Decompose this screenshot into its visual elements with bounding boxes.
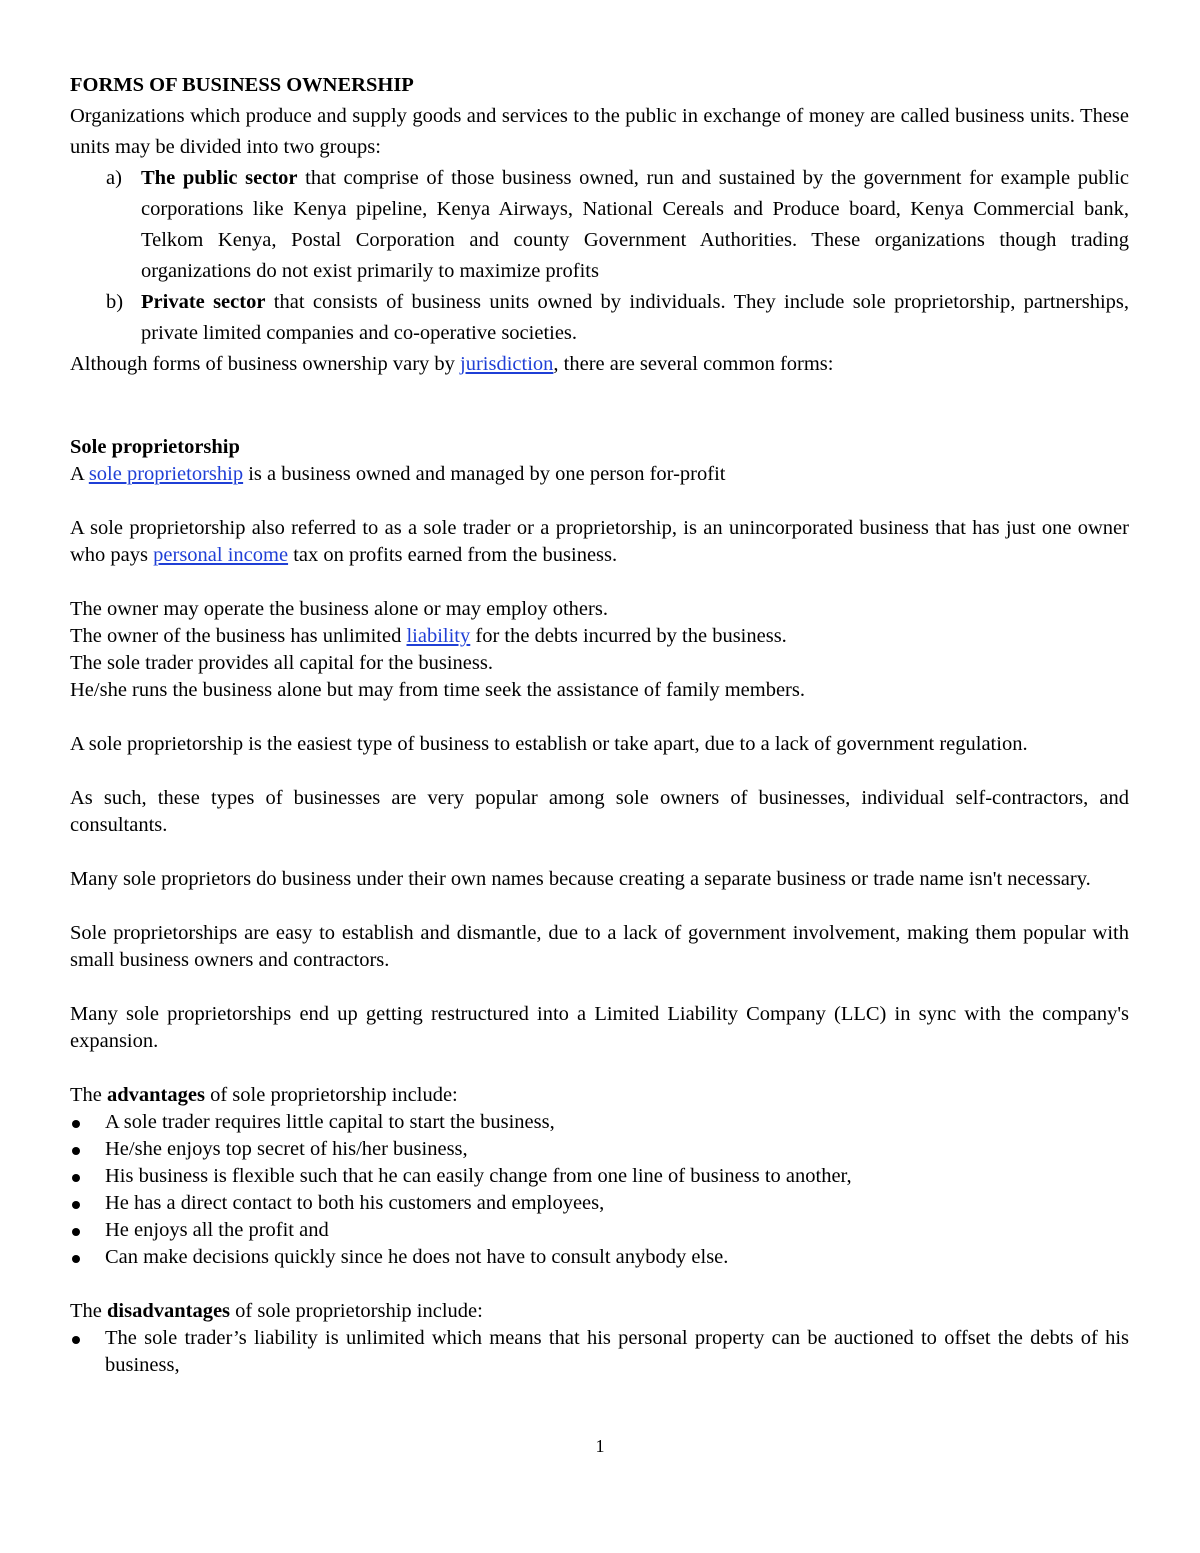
text-run: The owner of the business has unlimited — [70, 625, 407, 647]
spacer — [70, 704, 1129, 731]
bullet-icon — [72, 1336, 80, 1344]
sector-term: Private sector — [141, 291, 266, 313]
owner-line-3: The sole trader provides all capital for the business. — [70, 652, 493, 674]
spacer — [70, 569, 1129, 596]
forms-intro-line — [70, 349, 1129, 380]
owner-line-1: The owner may operate the business alone or may employ others. — [70, 598, 608, 620]
sector-list — [70, 163, 1129, 349]
llc-paragraph: Many sole proprietorships end up getting restructured into a Limited Liability Company (LLC) in sync with the company's expansion. — [70, 1003, 1129, 1052]
list-item — [70, 1136, 1129, 1163]
text-run: Although forms of business ownership vary by — [70, 353, 461, 375]
page-number: 1 — [595, 1436, 605, 1456]
spacer — [70, 488, 1129, 515]
list-item — [70, 1190, 1129, 1217]
list-item — [70, 1163, 1129, 1190]
spacer — [70, 893, 1129, 920]
spacer — [70, 380, 1129, 434]
disadvantages-term: disadvantages — [107, 1300, 231, 1322]
spacer — [70, 1055, 1129, 1082]
sector-item-private — [70, 287, 1129, 349]
sector-term: The public sector — [141, 167, 298, 189]
bullet-icon — [72, 1147, 80, 1155]
text-run: , there are several common forms: — [553, 353, 834, 375]
list-item-text: A sole trader requires little capital to start the business, — [105, 1111, 555, 1133]
list-item — [70, 1325, 1129, 1379]
spacer — [70, 974, 1129, 1001]
document-title: FORMS OF BUSINESS OWNERSHIP — [70, 74, 414, 96]
list-item — [70, 1109, 1129, 1136]
advantages-list — [70, 1109, 1129, 1271]
list-marker: a) — [106, 167, 122, 189]
list-item-text: He enjoys all the profit and — [105, 1219, 329, 1241]
advantages-heading — [70, 1082, 1129, 1109]
bullet-icon — [72, 1255, 80, 1263]
disadvantages-list — [70, 1325, 1129, 1379]
list-marker: b) — [106, 291, 124, 313]
sole-proprietorship-link[interactable]: sole proprietorship — [88, 463, 244, 485]
intro-paragraph: Organizations which produce and supply goods and services to the public in exchange of money are called business units. These units may be divided into two groups: — [70, 105, 1129, 158]
easiest-paragraph: A sole proprietorship is the easiest type of business to establish or take apart, due to a lack of government regulation. — [70, 733, 1028, 755]
spacer — [70, 1271, 1129, 1298]
list-item-text: He/she enjoys top secret of his/her business, — [105, 1138, 468, 1160]
bullet-icon — [72, 1120, 80, 1128]
sector-description: that consists of business units owned by individuals. They include sole proprietorship, partnerships, private limited companies and co-operative societies. — [141, 291, 1129, 344]
definition-paragraph — [70, 461, 1129, 488]
text-run: tax on profits earned from the business. — [288, 544, 618, 566]
text-run: of sole proprietorship include: — [230, 1300, 483, 1322]
list-item-text: He has a direct contact to both his customers and employees, — [105, 1192, 605, 1214]
popular-paragraph: As such, these types of businesses are very popular among sole owners of businesses, individual self-contractors, and consultants. — [70, 787, 1129, 836]
disadvantages-heading — [70, 1298, 1129, 1325]
liability-link[interactable]: liability — [406, 625, 471, 647]
text-run: A — [70, 463, 89, 485]
list-item — [70, 1244, 1129, 1271]
spacer — [70, 839, 1129, 866]
list-item-text: His business is flexible such that he can easily change from one line of business to another, — [105, 1165, 852, 1187]
bullet-icon — [72, 1228, 80, 1236]
personal-income-link[interactable]: personal income — [153, 544, 289, 566]
section-heading-sole-proprietorship: Sole proprietorship — [70, 436, 240, 458]
document-page — [70, 70, 1129, 1379]
own-names-paragraph: Many sole proprietors do business under their own names because creating a separate business or trade name isn't necessary. — [70, 868, 1091, 890]
list-item-text: The sole trader’s liability is unlimited which means that his personal property can be auctioned to offset the debts of his business, — [105, 1327, 1129, 1376]
easy-establish-paragraph: Sole proprietorships are easy to establish and dismantle, due to a lack of government involvement, making them popular with small business owners and contractors. — [70, 922, 1129, 971]
text-run: The — [70, 1084, 107, 1106]
text-run: A sole proprietorship also referred to as a sole trader or a proprietorship, is an unincorporated business that has just one owner who pays — [70, 517, 1129, 566]
text-run: for the debts incurred by the business. — [470, 625, 787, 647]
list-item-text: Can make decisions quickly since he does not have to consult anybody else. — [105, 1246, 729, 1268]
text-run: The — [70, 1300, 107, 1322]
advantages-term: advantages — [107, 1084, 205, 1106]
bullet-icon — [72, 1201, 80, 1209]
jurisdiction-link[interactable]: jurisdiction — [460, 353, 554, 375]
owner-line-2 — [70, 623, 1129, 650]
aka-paragraph — [70, 515, 1129, 569]
list-item — [70, 1217, 1129, 1244]
bullet-icon — [72, 1174, 80, 1182]
owner-line-4: He/she runs the business alone but may from time seek the assistance of family members. — [70, 679, 805, 701]
text-run: is a business owned and managed by one person for-profit — [243, 463, 726, 485]
sector-description: that comprise of those business owned, run and sustained by the government for example public corporations like Kenya pipeline, Kenya Airways, National Cereals and Produce board, Kenya Commercial bank, Telkom Kenya, Postal Corporation and county Government Authorities. These organizations though trading organizations do not exist primarily to maximize profits — [141, 167, 1129, 282]
sector-item-public — [70, 163, 1129, 287]
spacer — [70, 758, 1129, 785]
text-run: of sole proprietorship include: — [204, 1084, 458, 1106]
